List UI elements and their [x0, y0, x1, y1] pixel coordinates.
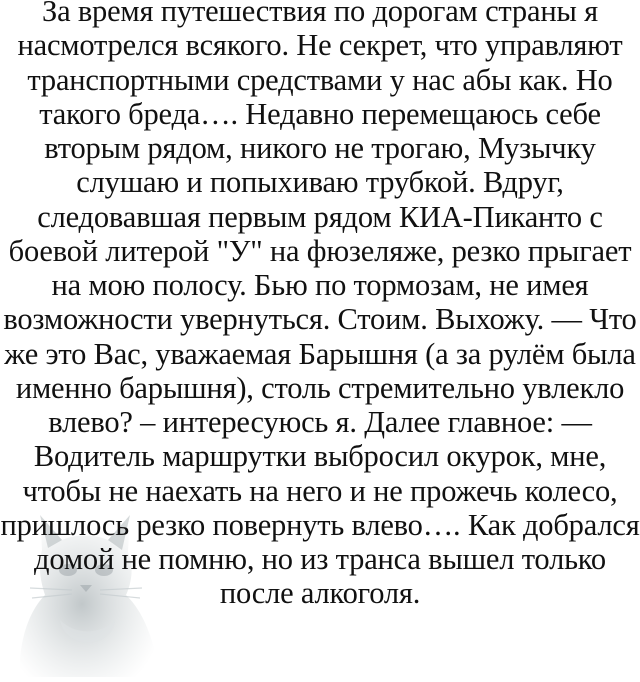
story-line: же это Вас, уважаемая Барышня (а за рулём была [4, 336, 636, 371]
story-line: транспортными средствами у нас абы как. Но [27, 62, 613, 97]
story-line: насмотрелся всякого. Не секрет, что управляют [17, 28, 623, 63]
story-line: влево? – интересуюсь я. Далее главное: — [48, 405, 592, 439]
story-line: чтобы не наехать на него и не прожечь колесо, [22, 473, 618, 508]
story-line: боевой литерой "У" на фюзеляже, резко прыгает [8, 233, 632, 268]
story-line: пришлось резко повернуть влево…. Как добрался [0, 507, 640, 542]
story-line: после алкоголя. [219, 576, 421, 611]
story-line: Водитель маршрутки выбросил окурок, мне, [33, 439, 607, 474]
story-line: домой не помню, но из транса вышел только [34, 542, 606, 576]
story-line: возможности увернуться. Стоим. Выхожу. — Что [3, 302, 637, 337]
story-line: следовавшая первым рядом КИА-Пиканто с [37, 199, 603, 234]
story-line: слушаю и попыхиваю трубкой. Вдруг, [76, 165, 564, 200]
story-line: такого бреда…. Недавно перемещаюсь себе [39, 96, 601, 131]
story-line: За время путешествия по дорогам страны я [42, 0, 598, 28]
story-line: вторым рядом, никого не трогаю, Музычку [44, 131, 596, 165]
story-line: именно барышня), столь стремительно увлекло [15, 370, 625, 405]
story-line: на мою полосу. Бью по тормозам, не имея [51, 268, 589, 302]
